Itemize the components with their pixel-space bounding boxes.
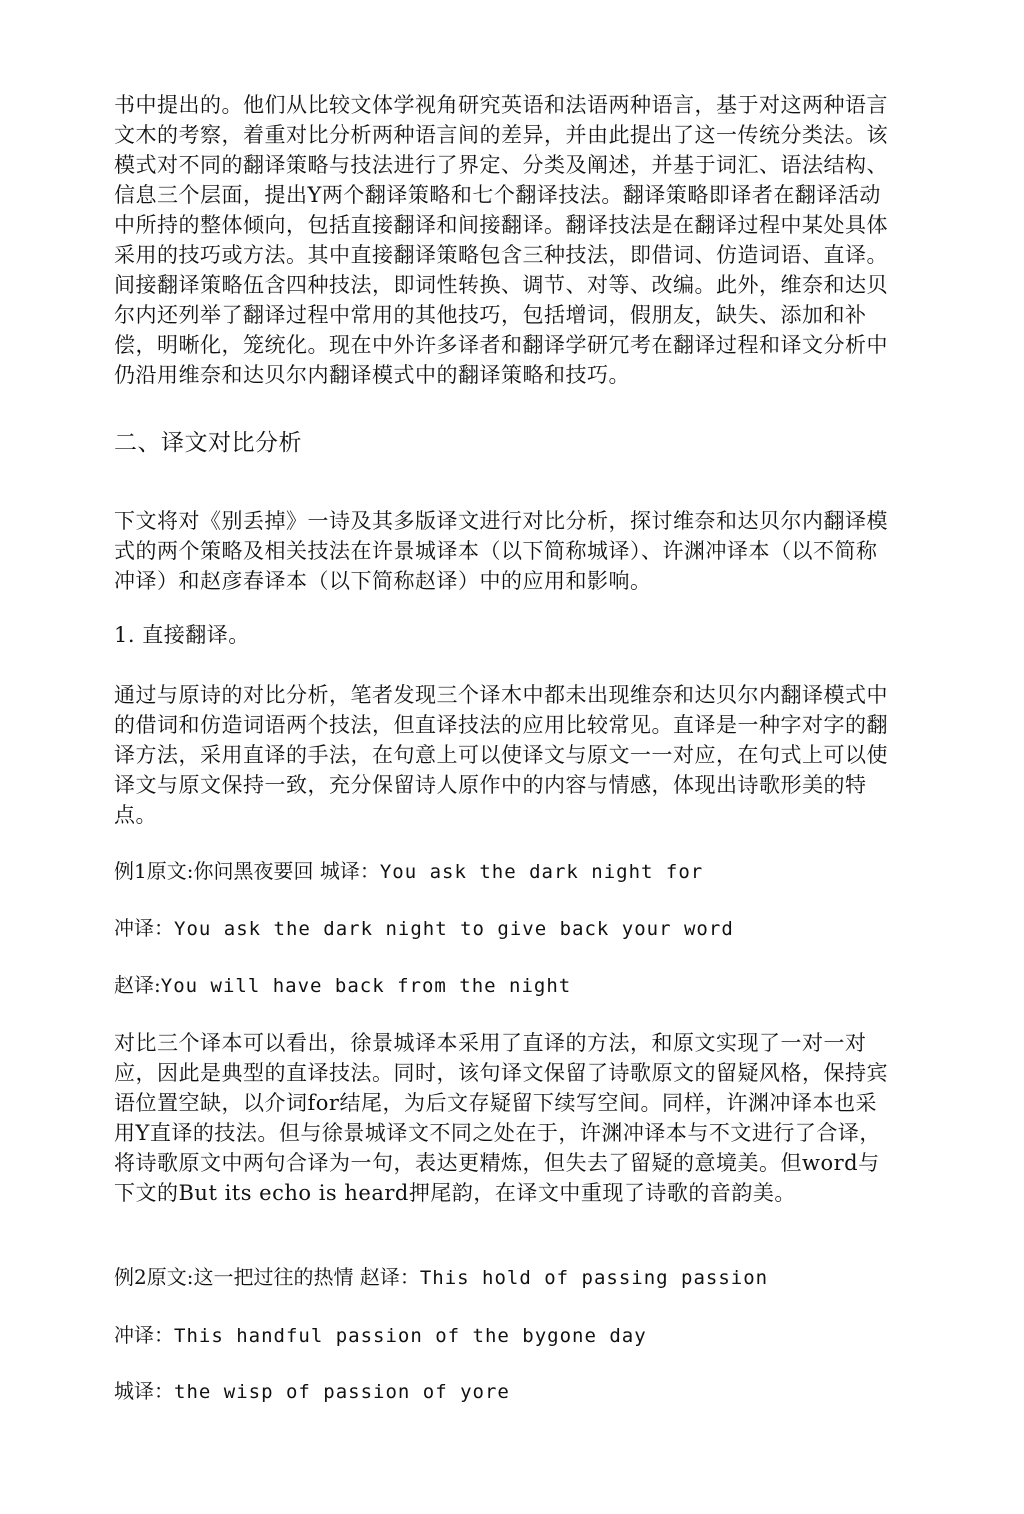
- example-1c-chinese: 赵译:: [114, 973, 161, 997]
- example-1b-english: You ask the dark night to give back your word: [174, 918, 734, 940]
- example-2-english: This hold of passing passion: [419, 1267, 769, 1289]
- example-1b-chinese: 冲译：: [114, 916, 174, 940]
- example-2c-chinese: 城译：: [114, 1379, 174, 1403]
- example-2b-english: This handful passion of the bygone day: [174, 1325, 647, 1347]
- section-heading: 二、译文对比分析: [114, 430, 302, 456]
- example-1c-english: You will have back from the night: [160, 975, 572, 997]
- example-2c-english: the wisp of passion of yore: [174, 1381, 510, 1403]
- example-1-chinese: 例1原文:你问黑夜要回 城译：: [114, 859, 380, 883]
- paragraph-direct-translation: 通过与原诗的对比分析，笔者发现三个译木中都未出现维奈和达贝尔内翻译模式中的借词和仿造词语两个技法，但直译技法的应用比较常见。直译是一种字对字的翻译方法，采用直译的手法，在句意上可以使译文与原文一一对应，在句式上可以使译文与原文保持一致，充分保留诗人原作中的内容与情感，体现出诗歌形美的特点。: [114, 683, 888, 827]
- example-2-chong: [114, 1320, 904, 1351]
- subheading-direct-translation: 1. 直接翻译。: [114, 623, 250, 647]
- example-1-original: [114, 856, 904, 887]
- paragraph-translation-model: 书中提出的。他们从比较文体学视角研究英语和法语两种语言，基于对这两种语言文木的考察，着重对比分析两种语言间的差异，并由此提出了这一传统分类法。该模式对不同的翻译策略与技法进行了界定、分类及阐述，并基于词汇、语法结构、信息三个层面，提出Y两个翻译策略和七个翻译技法。翻译策略即译者在翻译活动中所持的整体倾向，包括直接翻译和间接翻译。翻译技法是在翻译过程中某处具体采用的技巧或方法。其中直接翻译策略包含三种技法，即借词、仿造词语、直译。间接翻译策略伍含四种技法，即词性转换、调节、对等、改编。此外，维奈和达贝尔内还列举了翻译过程中常用的其他技巧，包括增词，假朋友，缺失、添加和补偿，明晰化，笼统化。现在中外许多译者和翻译学研冗考在翻译过程和译文分析中仍沿用维奈和达贝尔内翻译模式中的翻译策略和技巧。: [114, 93, 888, 387]
- paragraph-intro-comparison: 下文将对《别丢掉》一诗及其多版译文进行对比分析，探讨维奈和达贝尔内翻译模式的两个策略及相关技法在许景城译本（以下简称城译）、许渊冲译本（以不简称冲译）和赵彦春译本（以下简称赵译）中的应用和影响。: [114, 509, 888, 593]
- example-1-zhao: [114, 970, 904, 1001]
- example-2-chinese: 例2原文:这一把过往的热情 赵译：: [114, 1265, 420, 1289]
- example-1-english: You ask the dark night for: [379, 861, 704, 883]
- example-2b-chinese: 冲译：: [114, 1323, 174, 1347]
- example-2-cheng: [114, 1376, 904, 1407]
- example-1-chong: [114, 913, 904, 944]
- example-2-original: [114, 1262, 904, 1293]
- paragraph-analysis: 对比三个译本可以看出，徐景城译本采用了直译的方法，和原文实现了一对一对应，因此是典型的直译技法。同时，该句译文保留了诗歌原文的留疑风格，保持宾语位置空缺，以介词for结尾，为后文存疑留下续写空间。同样，许渊冲译本也采用Y直译的技法。但与徐景城译文不同之处在于，许渊冲译本与不文进行了合译，将诗歌原文中两句合译为一句，表达更精炼，但失去了留疑的意境美。但word与下文的But its echo is heard押尾韵，在译文中重现了诗歌的音韵美。: [114, 1031, 888, 1205]
